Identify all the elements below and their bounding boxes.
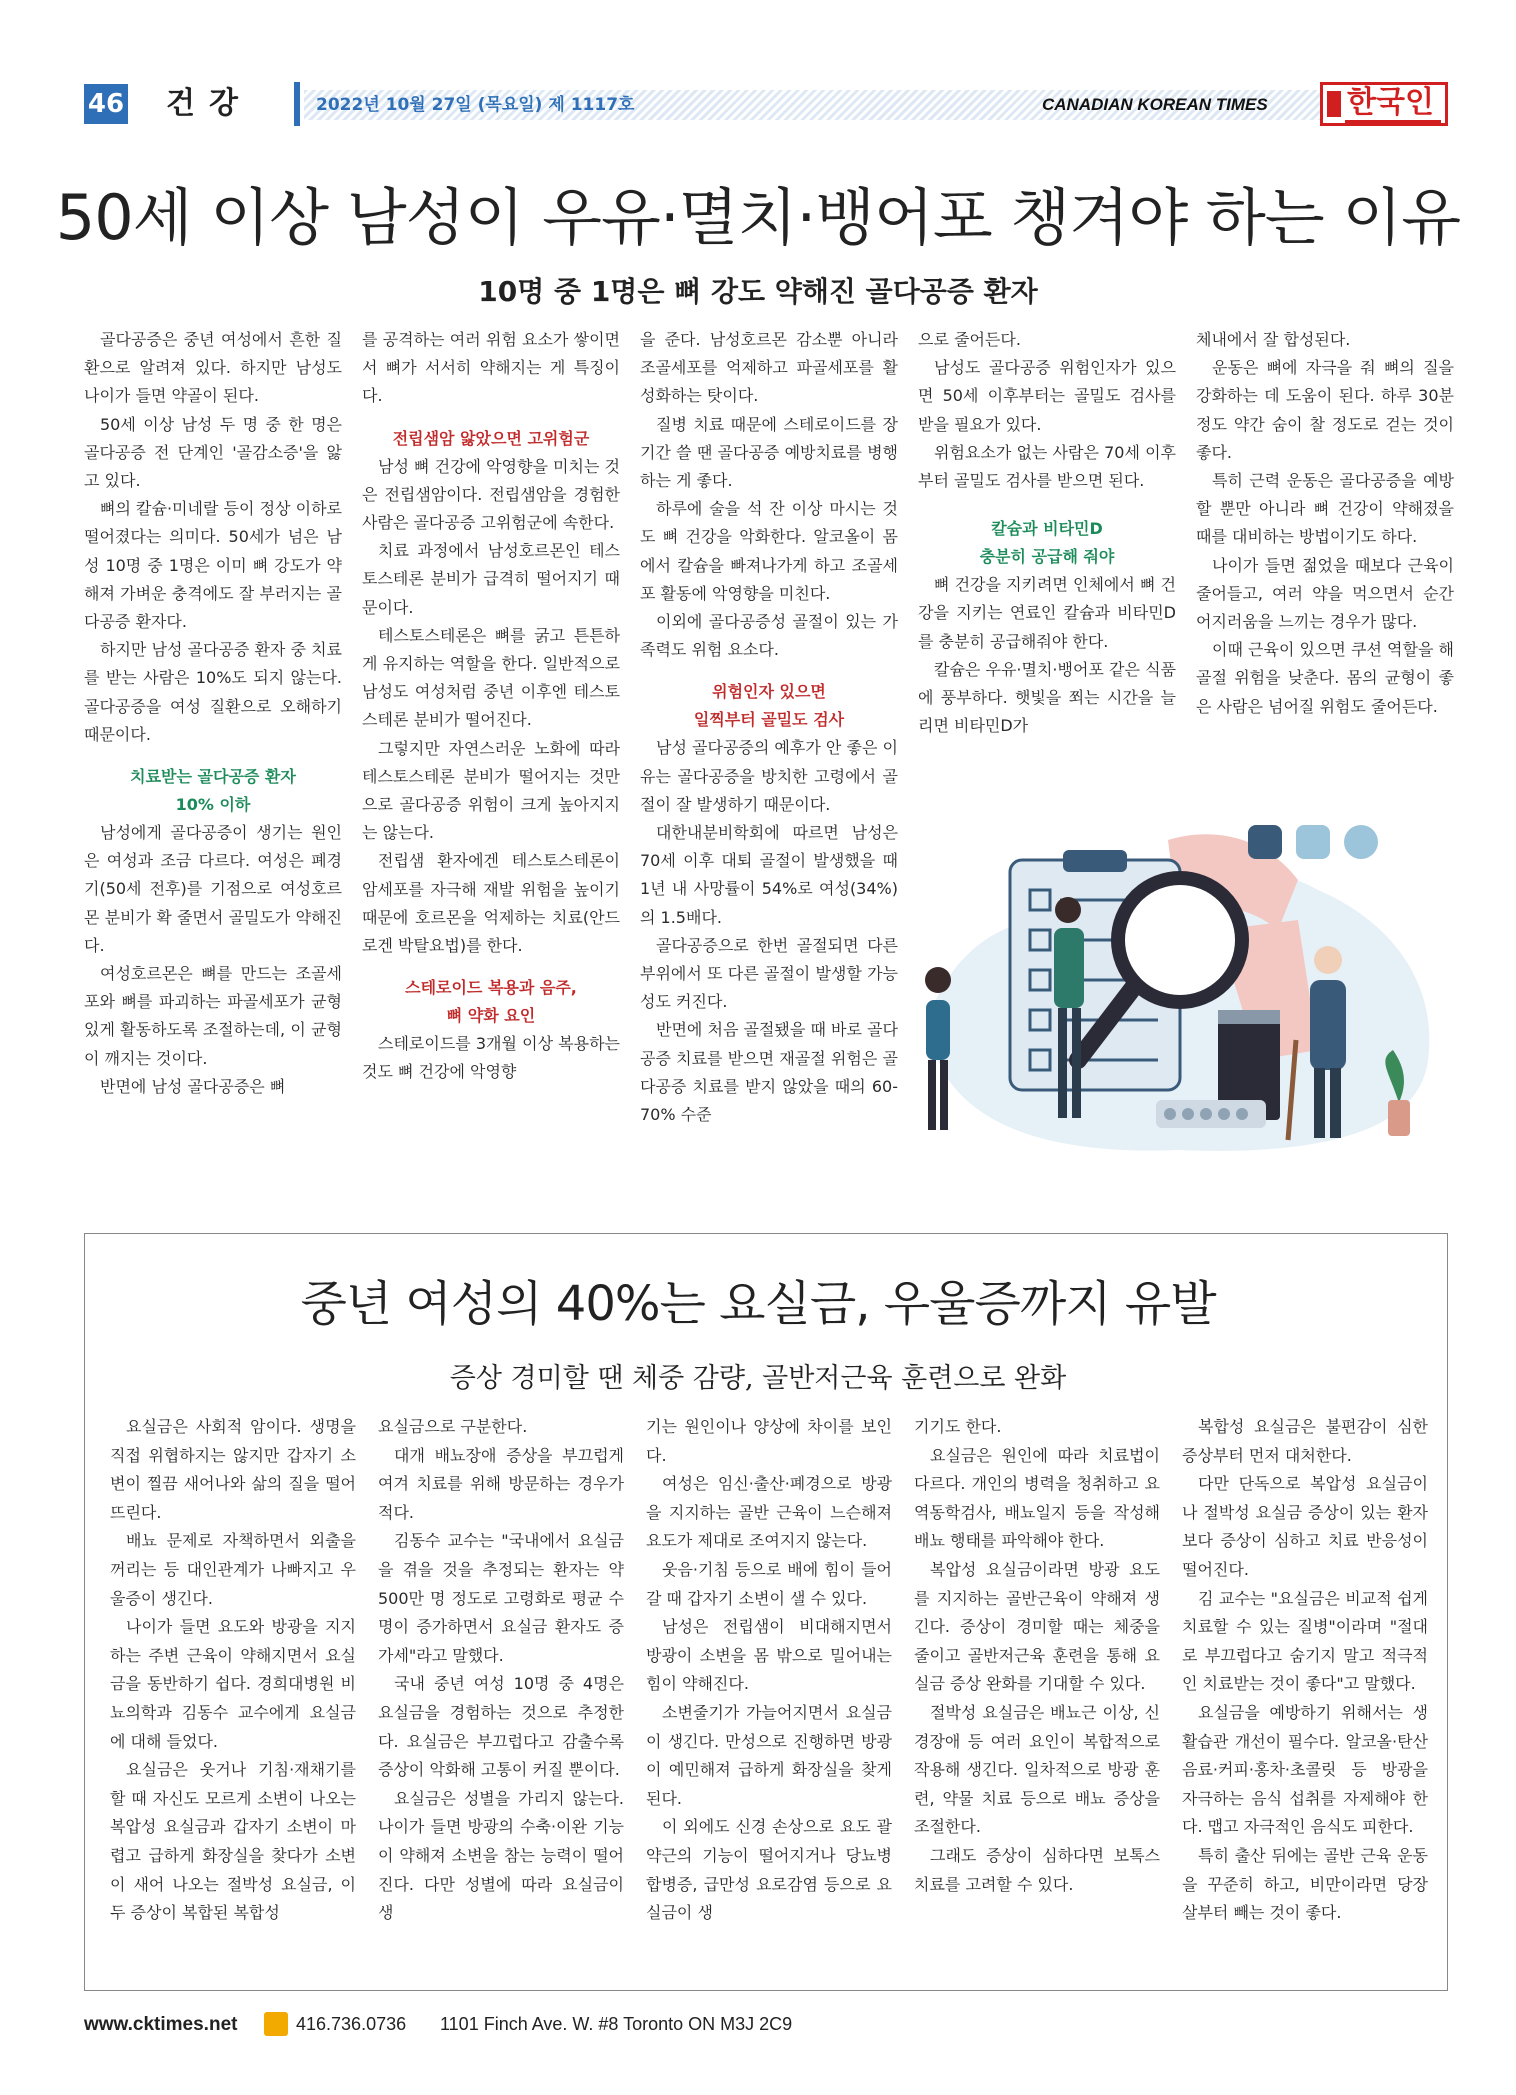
paragraph: 남성에게 골다공증이 생기는 원인은 여성과 조금 다르다. 여성은 폐경기(50세 전후)를 기점으로 여성호르몬 분비가 확 줄면서 골밀도가 약해진다. (84, 823, 342, 955)
paragraph: 뼈의 칼슘·미네랄 등이 정상 이하로 떨어졌다는 의미다. 50세가 넘은 남성 10명 중 1명은 이미 뼈 강도가 약해져 가벼운 충격에도 잘 부러지는 골다공증 환자다. (84, 499, 342, 632)
paragraph: 나이가 들면 젊었을 때보다 근육이 줄어들고, 여러 약을 먹으면서 순간 어지러움을 느끼는 경우가 많다. (1196, 555, 1454, 632)
phone-number: 416.736.0736 (296, 2014, 407, 2034)
paragraph: 그렇지만 자연스러운 노화에 따라 테스토스테론 분비가 떨어지는 것만으로 골다공증 위험이 크게 높아지지는 않는다. (362, 738, 620, 843)
paragraph: 골다공증은 중년 여성에서 흔한 질환으로 알려져 있다. 하지만 남성도 나이가 들면 약골이 된다. (84, 330, 342, 406)
article2-column-3 (646, 1413, 892, 1928)
paragraph: 요실금은 원인에 따라 치료법이 다르다. 개인의 병력을 청취하고 요역동학검사, 배뇨일지 등을 작성해 배뇨 행태를 파악해야 한다. (914, 1445, 1160, 1551)
page-footer (84, 2010, 1448, 2040)
paragraph: 그래도 증상이 심하다면 보톡스 치료를 고려할 수 있다. (914, 1845, 1160, 1894)
paragraph: 뼈 건강을 지키려면 인체에서 뼈 건강을 지키는 연료인 칼슘과 비타민D를 충분히 공급해줘야 한다. (918, 575, 1176, 651)
paragraph: 50세 이상 남성 두 명 중 한 명은 골다공증 전 단계인 '골감소증'을 앓고 있다. (84, 414, 342, 491)
paragraph: 치료 과정에서 남성호르몬인 테스토스테론 분비가 급격히 떨어지기 때문이다. (362, 541, 620, 617)
subheading (362, 974, 620, 1030)
paragraph: 기기도 한다. (914, 1417, 1002, 1436)
paragraph: 남성은 전립샘이 비대해지면서 방광이 소변을 몸 밖으로 밀어내는 힘이 약해진다. (646, 1617, 892, 1694)
paragraph: 골다공증으로 한번 골절되면 다른 부위에서 또 다른 골절이 발생할 가능성도 커진다. (640, 935, 898, 1012)
article1-column-1 (84, 326, 342, 1101)
paragraph: 기는 원인이나 양상에 차이를 보인다. (646, 1417, 892, 1465)
article2-column-1 (110, 1413, 356, 1928)
paragraph: 요실금을 예방하기 위해서는 생활습관 개선이 필수다. 알코올·탄산음료·커피·홍차·초콜릿 등 방광을 자극하는 음식 섭취를 자제해야 한다. 맵고 자극적인 음식도 피한다. (1182, 1702, 1428, 1837)
paragraph: 이때 근육이 있으면 쿠션 역할을 해 골절 위험을 낮춘다. 몸의 균형이 좋은 사람은 넘어질 위험도 줄어든다. (1196, 640, 1454, 716)
issue-dateline: 2022년 10월 27일 (목요일) 제 1117호 (316, 95, 635, 115)
paragraph: 하루에 술을 석 잔 이상 마시는 것도 뼈 건강을 악화한다. 알코올이 몸에서 칼슘을 빠져나가게 하고 조골세포 활동에 악영향을 미친다. (640, 499, 898, 603)
paragraph: 을 준다. 남성호르몬 감소뿐 아니라 조골세포를 억제하고 파골세포를 활성화하는 탓이다. (640, 330, 898, 406)
article2-subheadline: 증상 경미할 땐 체중 감량, 골반저근육 훈련으로 완화 (449, 1363, 1067, 1394)
paragraph: 복압성 요실금이라면 방광 요도를 지지하는 골반근육이 약해져 생긴다. 증상이 경미할 때는 체중을 줄이고 골반저근육 훈련을 통해 요실금 증상 완화를 기대할 수 있다. (914, 1559, 1160, 1694)
paragraph: 으로 줄어든다. (918, 330, 1021, 349)
paragraph: 하지만 남성 골다공증 환자 중 치료를 받는 사람은 10%도 되지 않는다. 골다공증을 여성 질환으로 오해하기 때문이다. (84, 640, 342, 744)
page-header (84, 82, 1448, 126)
paragraph: 복합성 요실금은 불편감이 심한 증상부터 먼저 대처한다. (1182, 1417, 1428, 1465)
article1-subheadline: 10명 중 1명은 뼈 강도 약해진 골다공증 환자 (478, 275, 1038, 308)
paragraph: 특히 출산 뒤에는 골반 근육 운동을 꾸준히 하고, 비만이라면 당장 살부터 빼는 것이 좋다. (1182, 1845, 1428, 1923)
paragraph: 질병 치료 때문에 스테로이드를 장기간 쓸 땐 골다공증 예방치료를 병행하는 게 좋다. (640, 414, 898, 491)
phone-icon (264, 2012, 288, 2036)
paragraph: 웃음·기침 등으로 배에 힘이 들어갈 때 갑자기 소변이 샐 수 있다. (646, 1559, 892, 1608)
paragraph: 남성 골다공증의 예후가 안 좋은 이유는 골다공증을 방치한 고령에서 골절이 잘 발생하기 때문이다. (640, 738, 898, 814)
paper-name-english: CANADIAN KOREAN TIMES (1042, 95, 1268, 114)
logo-underline (1345, 120, 1441, 123)
article2-column-5 (1182, 1413, 1428, 1928)
paragraph: 위험요소가 없는 사람은 70세 이후부터 골밀도 검사를 받으면 된다. (918, 442, 1176, 491)
paragraph: 대개 배뇨장애 증상을 부끄럽게 여겨 치료를 위해 방문하는 경우가 적다. (378, 1445, 624, 1522)
paragraph: 체내에서 잘 합성된다. (1196, 330, 1351, 349)
paragraph: 다만 단독으로 복압성 요실금이나 절박성 요실금 증상이 있는 환자보다 증상이 심하고 치료 반응성이 떨어진다. (1182, 1474, 1428, 1579)
paragraph: 요실금은 성별을 가리지 않는다. 나이가 들면 방광의 수축·이완 기능이 약해져 소변을 참는 능력이 떨어진다. 다만 성별에 따라 요실금이 생 (378, 1788, 624, 1923)
address: 1101 Finch Ave. W. #8 Toronto ON M3J 2C9 (440, 2014, 793, 2034)
paragraph: 여성호르몬은 뼈를 만드는 조골세포와 뼈를 파괴하는 파골세포가 균형 있게 활동하도록 조절하는데, 이 균형이 깨지는 것이다. (84, 964, 342, 1068)
subheading-line: 뼈 약화 요인 (446, 1006, 536, 1026)
article1-column-3 (640, 326, 898, 1129)
paragraph: 운동은 뼈에 자극을 줘 뼈의 질을 강화하는 데 도움이 된다. 하루 30분 정도 약간 숨이 찰 정도로 걷는 것이 좋다. (1196, 358, 1454, 462)
paragraph: 대한내분비학회에 따르면 남성은 70세 이후 대퇴 골절이 발생했을 때 1년 내 사망률이 54%로 여성(34%)의 1.5배다. (640, 823, 898, 927)
paragraph: 국내 중년 여성 10명 중 4명은 요실금을 경험하는 것으로 추정한다. 요실금은 부끄럽다고 감출수록 증상이 악화해 고통이 커질 뿐이다. (378, 1674, 624, 1780)
paragraph: 김동수 교수는 "국내에서 요실금을 겪을 것을 추정되는 환자는 약 500만 명 정도로 고령화로 평균 수명이 증가하면서 요실금 환자도 증가세"라고 말했다. (378, 1531, 624, 1665)
newspaper-logo (1320, 82, 1448, 126)
paragraph: 테스토스테론은 뼈를 굵고 튼튼하게 유지하는 역할을 한다. 일반적으로 남성도 여성처럼 중년 이후엔 테스토스테론 분비가 떨어진다. (362, 625, 620, 730)
paragraph: 소변줄기가 가늘어지면서 요실금이 생긴다. 만성으로 진행하면 방광이 예민해져 급하게 화장실을 찾게된다. (646, 1702, 892, 1808)
article1-headline: 50세 이상 남성이 우유·멸치·뱅어포 챙겨야 하는 이유 (55, 181, 1461, 254)
logo-mark (1327, 91, 1341, 117)
paragraph: 요실금은 사회적 암이다. 생명을 직접 위협하지는 않지만 갑자기 소변이 찔끔 새어나와 삶의 질을 떨어뜨린다. (110, 1417, 356, 1522)
subheading-line: 충분히 공급해 줘야 (979, 547, 1115, 567)
paragraph: 요실금은 웃거나 기침·재채기를 할 때 자신도 모르게 소변이 나오는 복압성 요실금과 갑자기 소변이 마렵고 급하게 화장실을 찾다가 소변이 새어 나오는 절박성 요실금, 이 두 증상이 복합된 복합성 (110, 1760, 356, 1923)
article2-headline: 중년 여성의 40%는 요실금, 우울증까지 유발 (300, 1276, 1216, 1332)
page-number: 46 (84, 84, 128, 124)
subheading-line: 치료받는 골다공증 환자 (130, 767, 296, 787)
bone-health-illustration (918, 810, 1448, 1160)
article1-column-4 (918, 326, 1176, 740)
paragraph: 반면에 처음 골절됐을 때 바로 골다공증 치료를 받으면 재골절 위험은 골다공증 치료를 받지 않았을 때의 60-70% 수준 (640, 1020, 898, 1125)
subheading-line: 칼슘과 비타민D (991, 519, 1103, 539)
subheading (84, 763, 342, 819)
paragraph: 나이가 들면 요도와 방광을 지지하는 주변 근육이 약해지면서 요실금을 동반하기 쉽다. 경희대병원 비뇨의학과 김동수 교수에게 요실금에 대해 들었다. (110, 1617, 356, 1751)
subheading-line: 위험인자 있으면 (712, 682, 826, 702)
header-divider (294, 82, 300, 126)
article2-column-4 (914, 1413, 1160, 1899)
subheading-line: 일찍부터 골밀도 검사 (693, 710, 845, 730)
subheading-line: 10% 이하 (175, 795, 251, 815)
article1-column-2 (362, 326, 620, 1087)
paragraph: 이 외에도 신경 손상으로 요도 괄약근의 기능이 떨어지거나 당뇨병 합병증, 급만성 요로감염 등으로 요실금이 생 (646, 1817, 892, 1923)
subheading (640, 678, 898, 734)
paragraph: 칼슘은 우유·멸치·뱅어포 같은 식품에 풍부하다. 햇빛을 쬐는 시간을 늘리면 비타민D가 (918, 659, 1176, 736)
paragraph: 이외에 골다공증성 골절이 있는 가족력도 위험 요소다. (640, 612, 898, 660)
paragraph: 전립샘 환자에겐 테스토스테론이 암세포를 자극해 재발 위험을 높이기 때문에 호르몬을 억제하는 치료(안드로겐 박탈요법)를 한다. (362, 851, 620, 956)
paragraph: 김 교수는 "요실금은 비교적 쉽게 치료할 수 있는 질병"이라며 "절대로 부끄럽다고 숨기지 말고 적극적인 치료받는 것이 좋다"고 말했다. (1182, 1588, 1428, 1694)
section-title: 건강 (166, 86, 252, 121)
website-link[interactable]: www.cktimes.net (84, 2014, 238, 2035)
paragraph: 특히 근력 운동은 골다공증을 예방할 뿐만 아니라 뼈 건강이 약해졌을 때를 대비하는 방법이기도 하다. (1196, 471, 1454, 547)
subheading (918, 515, 1176, 571)
paragraph: 스테로이드를 3개월 이상 복용하는 것도 뼈 건강에 악영향 (362, 1034, 620, 1082)
paragraph: 남성도 골다공증 위험인자가 있으면 50세 이후부터는 골밀도 검사를 받을 필요가 있다. (918, 358, 1176, 434)
paragraph: 절박성 요실금은 배뇨근 이상, 신경장애 등 여러 요인이 복합적으로 작용해 생긴다. 일차적으로 방광 훈련, 약물 치료 등으로 배뇨 증상을 조절한다. (914, 1702, 1160, 1837)
logo-text: 한국인 (1347, 85, 1434, 120)
article2-column-2 (378, 1413, 624, 1928)
article1-column-5 (1196, 326, 1454, 721)
paragraph: 여성은 임신·출산·폐경으로 방광을 지지하는 골반 근육이 느슨해져 요도가 제대로 조여지지 않는다. (646, 1474, 892, 1551)
paragraph: 배뇨 문제로 자책하면서 외출을 꺼리는 등 대인관계가 나빠지고 우울증이 생긴다. (110, 1531, 356, 1608)
paragraph: 반면에 남성 골다공증은 뼈 (100, 1076, 286, 1096)
paragraph: 를 공격하는 여러 위험 요소가 쌓이면서 뼈가 서서히 약해지는 게 특징이다. (362, 330, 620, 406)
paragraph: 남성 뼈 건강에 악영향을 미치는 것은 전립샘암이다. 전립샘암을 경험한 사람은 골다공증 고위험군에 속한다. (362, 456, 620, 533)
subheading-line: 스테로이드 복용과 음주, (405, 978, 577, 998)
subheading: 전립샘암 앓았으면 고위험군 (392, 428, 590, 448)
paragraph: 요실금으로 구분한다. (378, 1417, 528, 1436)
